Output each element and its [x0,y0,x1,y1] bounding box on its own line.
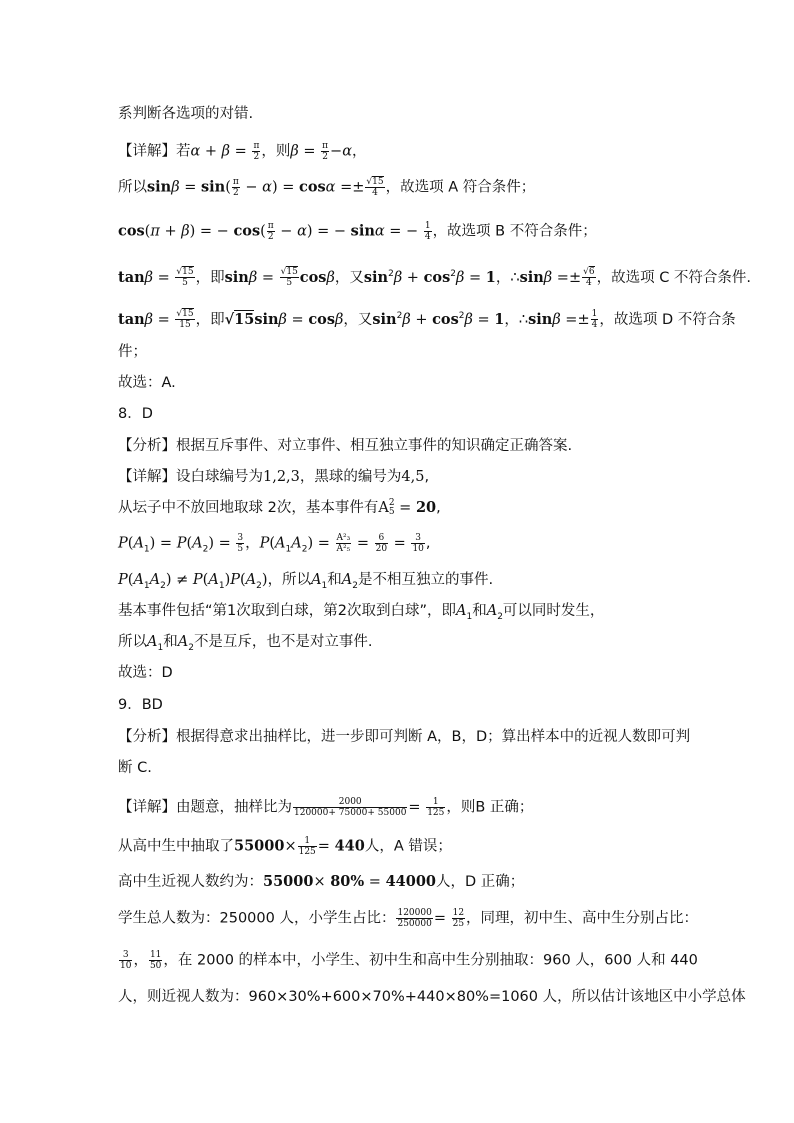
text-line: 【分析】根据得意求出抽样比，进一步即可判断 A，B，D；算出样本中的近视人数即可判 [118,729,691,745]
text-line: $P(A_1) = P(A_2)$ = $\frac{3}{5}$ ，$P(A_1A_2)$ = $\frac{\text{A²₃}}{\text{A²₅}}$ = $\frac{6}{20}$ = $\frac{3}{10}$ , [118,533,431,555]
text-line: 学生总人数为：250000 人，小学生占比： $\frac{120000}{250000}$ = $\frac{12}{25}$ ，同理，初中生、高中生分别占比： [118,908,699,929]
question-number: 8．D [118,406,153,422]
text-line: 所以$A_1$和$A_2$不是互斥，也不是对立事件. [118,634,373,653]
text-line: 人，则近视人数为：960×30%+600×70%+440×80%=1060 人，所以估计该地区中小学总体 [118,989,746,1005]
text-line: 【分析】根据互斥事件、对立事件、相互独立事件的知识确定正确答案. [118,438,573,454]
text-line: 所以sinβ = sin( $\frac{\pi}{2}$ − α) = cosα =± $\frac{√15}{4}$ ，故选项 A 符合条件； [118,177,536,198]
text-line: 断 C. [118,760,152,776]
question-number: 9．BD [118,697,163,713]
text-line: $\frac{3}{10}$ ， $\frac{11}{50}$ ，在 2000 的样本中，小学生、初中生和高中生分别抽取：960 人，600 人和 440 [120,950,698,971]
text-line: 【详解】由题意，抽样比为 $\frac{2000}{120000+ 75000+ 55000}$ = $\frac{1}{125}$ ，则B 正确； [118,797,534,818]
text-line: tanβ = $\frac{√15}{15}$ ，即√15sinβ = cosβ，又$\sin^2\beta + \cos^2\beta = 1$，∴sinβ =± $\frac{1}{4}$ ，故选项 D 不符合条 [118,309,736,331]
text-line: 故选：A. [118,375,176,391]
text-line: 高中生近视人数约为：55000× 80% = 44000人，D 正确； [118,873,525,890]
text-line: 基本事件包括“第1次取到白球，第2次取到白球”，即$A_1$和$A_2$可以同时发生， [118,603,605,622]
text-line: cos(π + β) = − cos( $\frac{\pi}{2}$ − α) = − sinα = − $\frac{1}{4}$ ，故选项 B 不符合条件； [118,221,597,242]
text-line: 件； [118,344,147,360]
text-line: 【详解】设白球编号为1,2,3，黑球的编号为4,5, [118,469,430,485]
text-line: tanβ = $\frac{√15}{5}$ ，即sinβ = $\frac{√15}{5}$ cosβ，又$\sin^2\beta + \cos^2\beta = 1$，∴sinβ =± $\frac{√6}{4}$ ，故选项 C 不符合条件. [118,267,752,289]
text-line: 从高中生中抽取了55000× $\frac{1}{125}$ = 440人，A 错误； [118,836,452,857]
text-line: $P(A_1A_2) \ne P(A_1)P(A_2)$，所以$A_1$和$A_2$是不相互独立的事件. [118,572,494,591]
text-line: 从坛子中不放回地取球 2次，基本事件有A 2 5 = 20, [118,498,441,517]
text-line: 【详解】若α + β = $\frac{\pi}{2}$ ，则β = $\frac{\pi}{2}$ −α， [118,141,367,162]
text-line: 系判断各选项的对错. [118,106,254,122]
text-line: 故选：D [118,665,173,681]
